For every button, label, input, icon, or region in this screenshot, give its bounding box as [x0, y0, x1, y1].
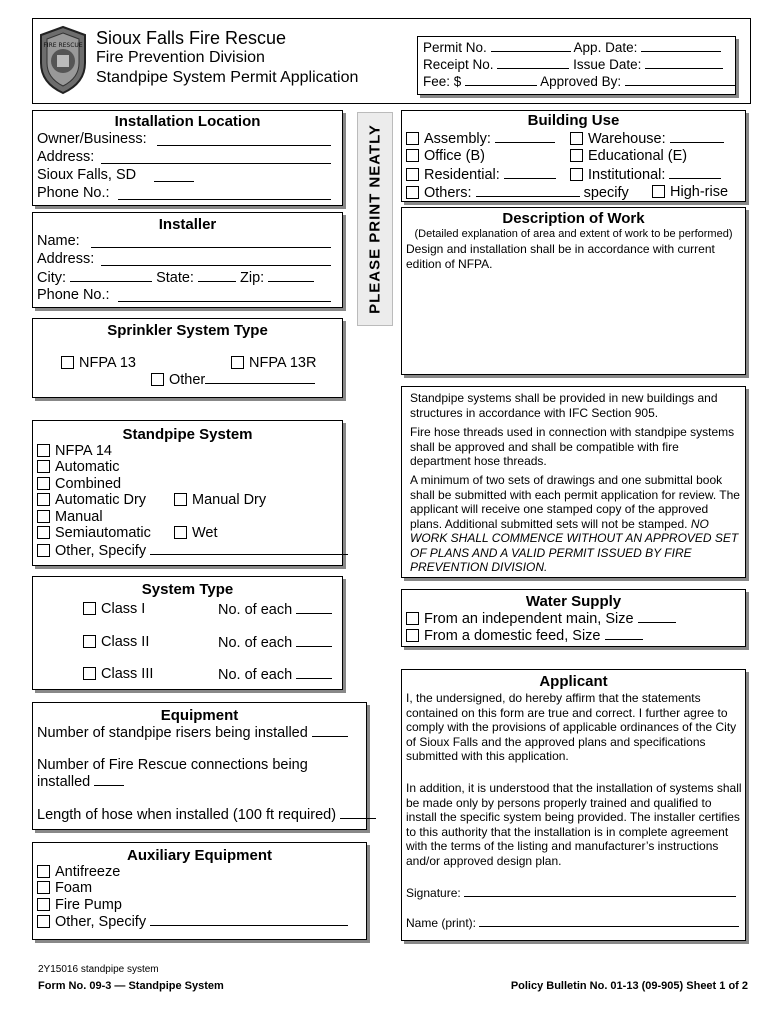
institutional-label: Institutional:: [588, 167, 666, 183]
standpipe-item-label: NFPA 14: [55, 443, 112, 459]
issue-date-label: Issue Date:: [573, 57, 642, 72]
footer-policy: Policy Bulletin No. 01-13 (09-905) Sheet 1 of 2: [510, 980, 748, 992]
standpipe-item-label: Automatic: [55, 459, 120, 475]
applicant-title: Applicant: [539, 673, 608, 690]
connections-label-1: Number of Fire Rescue connections being: [37, 757, 308, 773]
connections-field[interactable]: [94, 773, 124, 786]
standpipe-other-field[interactable]: [150, 542, 348, 555]
installation-location-section: [32, 110, 343, 206]
hose-label: Length of hose when installed (100 ft required): [37, 807, 337, 823]
installer-city-label: City:: [37, 270, 66, 286]
auxiliary-other-checkbox[interactable]: [37, 915, 50, 928]
assembly-label: Assembly:: [424, 131, 491, 147]
installation-title: Installation Location: [114, 113, 261, 130]
water-supply-section: [401, 589, 746, 647]
standpipe-wet-label: Wet: [192, 525, 218, 541]
auxiliary-item-label: Fire Pump: [55, 897, 122, 913]
domestic-feed-size-field[interactable]: [605, 627, 643, 640]
equipment-section: [32, 702, 367, 830]
standpipe-item-label: Automatic Dry: [55, 492, 147, 508]
applicant-affirmation: I, the undersigned, do hereby affirm that the statements contained on this form are true and correct. I further agree to comply with the provisions of applicable ordinances of the City of Sioux Falls and the approved plans and specifications submitted with this application.: [406, 691, 737, 763]
auxiliary-item-label: Other, Specify: [55, 914, 147, 930]
class1-checkbox[interactable]: [83, 602, 96, 615]
notes-p3: [410, 473, 740, 575]
highrise-label: High-rise: [670, 184, 729, 200]
independent-main-size-field[interactable]: [638, 610, 676, 623]
domestic-feed-label: From a domestic feed, Size: [424, 628, 601, 644]
applicant-certification: In addition, it is understood that the installation of systems shall be made only by persons properly trained and qualified to install the specific system being provided. The installer certifies to this authority that the installation is in complete agreement with the terms of the listing and manufacturer’s instructions and/or approved design plan.: [406, 781, 742, 868]
warehouse-checkbox[interactable]: [570, 132, 583, 145]
installer-name-label: Name:: [37, 233, 80, 249]
form-title: Standpipe System Permit Application: [96, 69, 359, 86]
others-label: Others:: [424, 185, 472, 201]
class1-count-field[interactable]: [296, 601, 332, 614]
sprinkler-other-checkbox[interactable]: [151, 373, 164, 386]
hose-field[interactable]: [340, 806, 376, 819]
risers-field[interactable]: [312, 724, 348, 737]
standpipe-section: [32, 420, 343, 566]
address-label: Address:: [37, 149, 95, 165]
others-checkbox[interactable]: [406, 186, 419, 199]
notes-p3-warning: NO WORK SHALL COMMENCE WITHOUT AN APPROVED SET OF PLANS AND A VALID PERMIT ISSUED BY FIRE PREVENTION DIVISION.: [410, 516, 739, 574]
institutional-checkbox[interactable]: [570, 168, 583, 181]
sprinkler-section: [32, 318, 343, 398]
fee-field[interactable]: [465, 73, 537, 86]
installer-phone-label: Phone No.:: [37, 287, 110, 303]
residential-label: Residential:: [424, 167, 500, 183]
phone-field[interactable]: [118, 199, 331, 200]
org-name: Sioux Falls Fire Rescue: [96, 28, 287, 48]
class-label: Class III: [101, 666, 154, 682]
standpipe-automatic-dry-checkbox[interactable]: [37, 493, 50, 506]
installer-state-label: State:: [156, 270, 194, 286]
signature-label: Signature:: [406, 886, 461, 900]
owner-label: Owner/Business:: [37, 131, 147, 147]
educational-checkbox[interactable]: [570, 149, 583, 162]
app-date-label: App. Date:: [573, 40, 638, 55]
phone-label: Phone No.:: [37, 185, 110, 201]
nfpa13r-checkbox[interactable]: [231, 356, 244, 369]
office-label: Office (B): [424, 148, 485, 164]
owner-field[interactable]: [157, 145, 331, 146]
institutional-field[interactable]: [669, 166, 721, 179]
fire-rescue-logo: [37, 25, 89, 95]
warehouse-label: Warehouse:: [588, 131, 666, 147]
installer-address-field[interactable]: [101, 265, 331, 266]
division-name: Fire Prevention Division: [96, 49, 265, 66]
header-box: [32, 18, 751, 104]
installer-section: [32, 212, 343, 308]
footer-form-no: Form No. 09-3 — Standpipe System: [38, 980, 224, 992]
permit-no-label: Permit No.: [423, 40, 487, 55]
signature-field[interactable]: [464, 884, 736, 897]
independent-main-checkbox[interactable]: [406, 612, 419, 625]
sprinkler-title: Sprinkler System Type: [107, 322, 268, 339]
water-supply-title: Water Supply: [525, 593, 622, 610]
print-neatly-banner: [357, 112, 393, 326]
name-print-field[interactable]: [479, 914, 739, 927]
building-use-title: Building Use: [527, 112, 620, 129]
auxiliary-section: [32, 842, 367, 940]
building-use-section: [401, 110, 746, 202]
standpipe-manual-dry-label: Manual Dry: [192, 492, 267, 508]
fire-pump-checkbox[interactable]: [37, 898, 50, 911]
residential-field[interactable]: [504, 166, 556, 179]
approved-by-field[interactable]: [625, 73, 735, 86]
class-label: Class II: [101, 634, 150, 650]
each-label: No. of each: [218, 635, 293, 651]
each-label: No. of each: [218, 667, 293, 683]
installer-state-field[interactable]: [198, 269, 236, 282]
address-field[interactable]: [101, 163, 331, 164]
app-date-field[interactable]: [641, 39, 721, 52]
fee-label: Fee: $: [423, 74, 462, 89]
standpipe-combined-checkbox[interactable]: [37, 477, 50, 490]
notes-p1: Standpipe systems shall be provided in new buildings and structures in accordance with IFC Section 905.: [410, 391, 718, 420]
class3-count-field[interactable]: [296, 666, 332, 679]
description-title: Description of Work: [502, 210, 645, 227]
standpipe-automatic-checkbox[interactable]: [37, 460, 50, 473]
approved-by-label: Approved By:: [540, 74, 622, 89]
permit-no-field[interactable]: [491, 39, 571, 52]
class2-checkbox[interactable]: [83, 635, 96, 648]
installer-zip-field[interactable]: [268, 269, 314, 282]
description-text: Design and installation shall be in accordance with current edition of NFPA.: [406, 242, 715, 271]
assembly-checkbox[interactable]: [406, 132, 419, 145]
notes-p2: Fire hose threads used in connection with standpipe systems shall be approved and shall be compatible with fire department hose threads.: [410, 425, 735, 468]
highrise-checkbox[interactable]: [652, 185, 665, 198]
auxiliary-item-label: Antifreeze: [55, 864, 121, 880]
footer-code: 2Y15016 standpipe system: [38, 964, 159, 975]
nfpa13r-label: NFPA 13R: [249, 355, 317, 371]
domestic-feed-checkbox[interactable]: [406, 629, 419, 642]
auxiliary-item-label: Foam: [55, 880, 93, 896]
system-type-section: [32, 576, 343, 690]
residential-checkbox[interactable]: [406, 168, 419, 181]
equipment-title: Equipment: [160, 707, 239, 724]
notes-p3-text: A minimum of two sets of drawings and one submittal book shall be submitted with each permit application for review. The applicant will receive one stamped copy of the approved plans. Additional submitted sets will not be stamped.: [410, 473, 740, 531]
issue-date-field[interactable]: [645, 56, 723, 69]
sprinkler-other-label: Other: [169, 372, 206, 388]
installer-title: Installer: [158, 216, 217, 233]
standpipe-manual-checkbox[interactable]: [37, 510, 50, 523]
class-label: Class I: [101, 601, 146, 617]
class2-count-field[interactable]: [296, 634, 332, 647]
name-print-label: Name (print):: [406, 916, 477, 930]
standpipe-item-label: Semiautomatic: [55, 525, 151, 541]
standpipe-item-label: Other, Specify: [55, 543, 147, 559]
city-label: Sioux Falls, SD: [37, 167, 137, 183]
standpipe-item-label: Manual: [55, 509, 103, 525]
connections-label-2: installed: [37, 774, 91, 790]
installer-phone-field[interactable]: [118, 301, 331, 302]
installer-city-field[interactable]: [70, 269, 152, 282]
description-subtitle: (Detailed explanation of area and extent of work to be performed): [414, 228, 733, 240]
standpipe-wet-checkbox[interactable]: [174, 526, 187, 539]
standpipe-other-checkbox[interactable]: [37, 544, 50, 557]
nfpa13-checkbox[interactable]: [61, 356, 74, 369]
city-field[interactable]: [154, 181, 194, 182]
educational-label: Educational (E): [588, 148, 688, 164]
description-section: [401, 207, 746, 375]
system-type-title: System Type: [141, 581, 234, 598]
installer-name-field[interactable]: [91, 247, 331, 248]
risers-label: Number of standpipe risers being installed: [37, 725, 308, 741]
each-label: No. of each: [218, 602, 293, 618]
antifreeze-checkbox[interactable]: [37, 865, 50, 878]
others-field[interactable]: [476, 184, 580, 197]
standpipe-nfpa14-checkbox[interactable]: [37, 444, 50, 457]
installer-address-label: Address:: [37, 251, 95, 267]
warehouse-field[interactable]: [670, 130, 724, 143]
auxiliary-title: Auxiliary Equipment: [126, 847, 273, 864]
auxiliary-other-field[interactable]: [150, 913, 348, 926]
standpipe-item-label: Combined: [55, 476, 122, 492]
office-use-box: [417, 36, 736, 95]
foam-checkbox[interactable]: [37, 881, 50, 894]
receipt-no-field[interactable]: [497, 56, 569, 69]
notes-section: [401, 386, 746, 578]
standpipe-manual-dry-checkbox[interactable]: [174, 493, 187, 506]
assembly-field[interactable]: [495, 130, 555, 143]
class3-checkbox[interactable]: [83, 667, 96, 680]
logo-text: FIRE RESCUE: [43, 42, 83, 49]
print-neatly-text: PLEASE PRINT NEATLY: [366, 124, 384, 314]
standpipe-title: Standpipe System: [122, 426, 253, 443]
office-checkbox[interactable]: [406, 149, 419, 162]
independent-main-label: From an independent main, Size: [424, 611, 634, 627]
sprinkler-other-field[interactable]: [205, 371, 315, 384]
standpipe-semiautomatic-checkbox[interactable]: [37, 526, 50, 539]
installer-zip-label: Zip:: [240, 270, 265, 286]
nfpa13-label: NFPA 13: [79, 355, 136, 371]
specify-label: specify: [583, 185, 629, 201]
applicant-section: [401, 669, 746, 941]
receipt-no-label: Receipt No.: [423, 57, 494, 72]
